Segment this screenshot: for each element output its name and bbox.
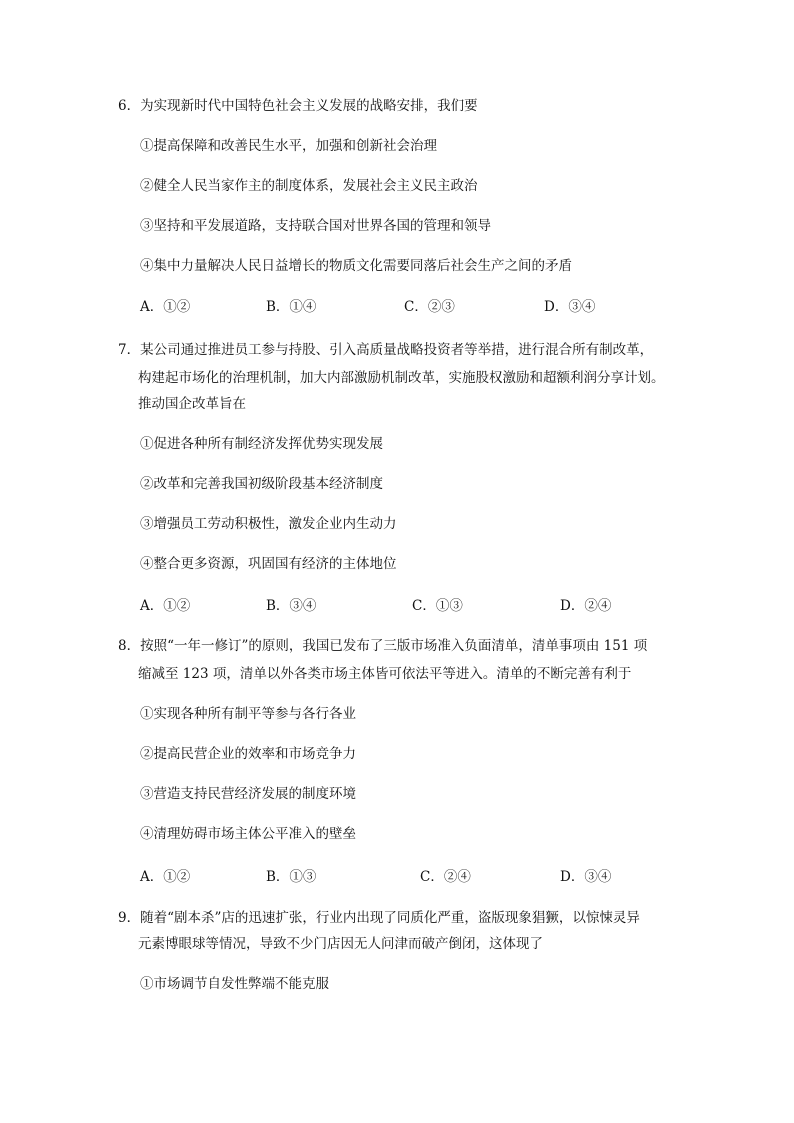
- question-8-stem-line-1: 8．按照“一年一修订”的原则，我国已发布了三版市场准入负面清单，清单事项由 151 项: [118, 638, 648, 654]
- question-7-stem-line-2: 构建起市场化的治理机制，加大内部激励机制改革，实施股权激励和超额利润分享计划。: [138, 370, 665, 386]
- question-7-stem-line-1: 7．某公司通过推进员工参与持股、引入高质量战略投资者等举措，进行混合所有制改革，: [118, 342, 654, 358]
- question-7-option-1: ①促进各种所有制经济发挥优势实现发展: [140, 436, 383, 452]
- question-8-choices: [140, 867, 660, 887]
- choice-b: B．①④: [266, 299, 317, 315]
- question-8-option-2: ②提高民营企业的效率和市场竞争力: [140, 746, 356, 762]
- question-7-option-3: ③增强员工劳动积极性，激发企业内生动力: [140, 516, 397, 532]
- question-8-stem-line-2: 缩减至 123 项，清单以外各类市场主体皆可依法平等进入。清单的不断完善有利于: [138, 666, 632, 682]
- question-6-stem: 6．为实现新时代中国特色社会主义发展的战略安排，我们要: [118, 98, 478, 114]
- choice-a: A．①②: [140, 598, 191, 614]
- choice-d: D．③④: [560, 869, 612, 885]
- question-9-option-1: ①市场调节自发性弊端不能克服: [140, 976, 329, 992]
- question-8-option-3: ③营造支持民营经济发展的制度环境: [140, 786, 356, 802]
- question-7-option-2: ②改革和完善我国初级阶段基本经济制度: [140, 476, 383, 492]
- choice-c: C．②④: [420, 869, 471, 885]
- question-9-stem-line-2: 元素博眼球等情况，导致不少门店因无人问津而破产倒闭，这体现了: [138, 936, 543, 952]
- question-7-option-4: ④整合更多资源，巩固国有经济的主体地位: [140, 556, 397, 572]
- question-6-choices: [140, 297, 660, 317]
- choice-a: A．①②: [140, 869, 191, 885]
- question-6-option-1: ①提高保障和改善民生水平，加强和创新社会治理: [140, 138, 437, 154]
- question-7-stem-line-3: 推动国企改革旨在: [138, 396, 246, 412]
- question-8-option-1: ①实现各种所有制平等参与各行各业: [140, 706, 356, 722]
- question-7-choices: [140, 596, 660, 616]
- question-8-option-4: ④清理妨碍市场主体公平准入的壁垒: [140, 826, 356, 842]
- question-6-option-4: ④集中力量解决人民日益增长的物质文化需要同落后社会生产之间的矛盾: [140, 258, 572, 274]
- choice-a: A．①②: [140, 299, 191, 315]
- choice-c: C．①③: [412, 598, 463, 614]
- choice-d: D．③④: [544, 299, 596, 315]
- question-6-option-2: ②健全人民当家作主的制度体系，发展社会主义民主政治: [140, 178, 478, 194]
- choice-c: C．②③: [404, 299, 455, 315]
- choice-b: B．③④: [266, 598, 317, 614]
- question-9-stem-line-1: 9．随着“剧本杀”店的迅速扩张，行业内出现了同质化严重，盗版现象猖獗，以惊悚灵异: [118, 910, 640, 926]
- question-6-option-3: ③坚持和平发展道路，支持联合国对世界各国的管理和领导: [140, 218, 491, 234]
- choice-d: D．②④: [560, 598, 612, 614]
- choice-b: B．①③: [266, 869, 317, 885]
